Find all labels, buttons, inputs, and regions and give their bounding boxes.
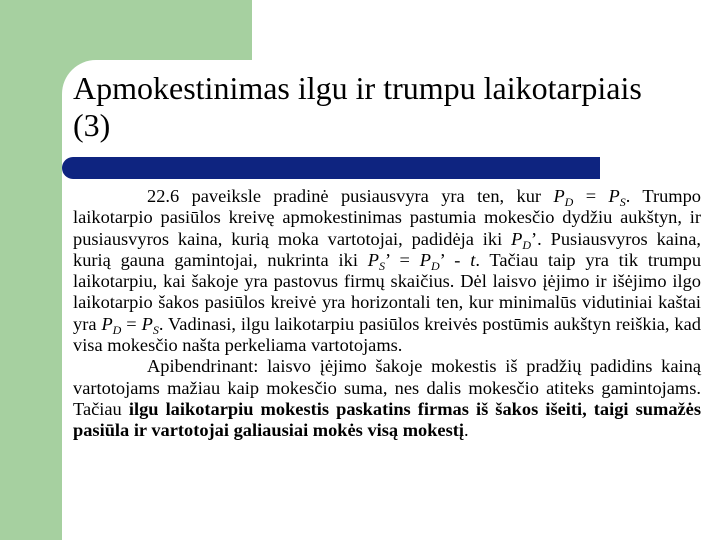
text-run: ’. Pusiausvyros kaina, kurią gauna gamintojai, nukrinta iki: [73, 228, 701, 270]
symbol: P: [141, 313, 153, 334]
symbol: P: [419, 249, 431, 270]
text-run: . Tačiau taip yra tik trumpu laikotarpiu, kai šakoje yra pastovus firmų skaičius. Dėl laisvo įėjimo ir išėjimo ilgo laikotarpio šakos pasiūlos kreivė yra horizontali ten, kur minimalūs vidutiniai kaštai yra: [73, 249, 702, 334]
subscript: D: [522, 237, 531, 252]
text-run: ’ -: [439, 249, 471, 270]
text-run: =: [573, 186, 609, 206]
title-underline-bar: [62, 157, 600, 179]
symbol: P: [608, 186, 620, 206]
subscript: D: [112, 322, 122, 337]
subscript: S: [378, 258, 385, 273]
symbol: P: [101, 313, 113, 334]
text-run: . Trumpo laikotarpio pasiūlos kreivę apmokestinimas pastumia mokesčio dydžiu aukštyn, ir pusiausvyros kaina, kurią moka vartotojai, padidėja iki: [73, 186, 701, 249]
text-run: Apibendrinant: laisvo įėjimo šakoje mokestis iš pradžių padidins kainą vartotojams mažiau kaip mokesčio suma, nes dalis mokesčio atiteks gamintojams. Tačiau: [73, 356, 701, 419]
symbol: P: [511, 228, 523, 249]
symbol: P: [367, 249, 379, 270]
slide-title: Apmokestinimas ilgu ir trumpu laikotarpiais (3): [73, 70, 642, 143]
subscript: S: [152, 322, 159, 337]
paragraph-1: [73, 186, 701, 356]
subscript: D: [431, 258, 440, 273]
subscript: S: [619, 195, 626, 209]
slide-body: [73, 186, 701, 442]
subscript: D: [564, 195, 574, 209]
symbol: P: [553, 186, 565, 206]
text-run: =: [121, 313, 142, 334]
text-run: 22.6 paveiksle pradinė pusiausvyra yra ten, kur: [147, 186, 554, 206]
text-run: ’ =: [384, 249, 420, 270]
symbol: t: [470, 249, 476, 270]
paragraph-2: [73, 356, 701, 441]
text-run: .: [464, 420, 469, 441]
bold-conclusion: ilgu laikotarpiu mokestis paskatins firmas iš šakos išeiti, taigi sumažės pasiūla ir vartotojai galiausiai mokės visą mokestį: [73, 398, 701, 441]
text-run: . Vadinasi, ilgu laikotarpiu pasiūlos kreivės postūmis aukštyn reiškia, kad visa mokesčio našta perkeliama vartotojams.: [73, 313, 701, 356]
